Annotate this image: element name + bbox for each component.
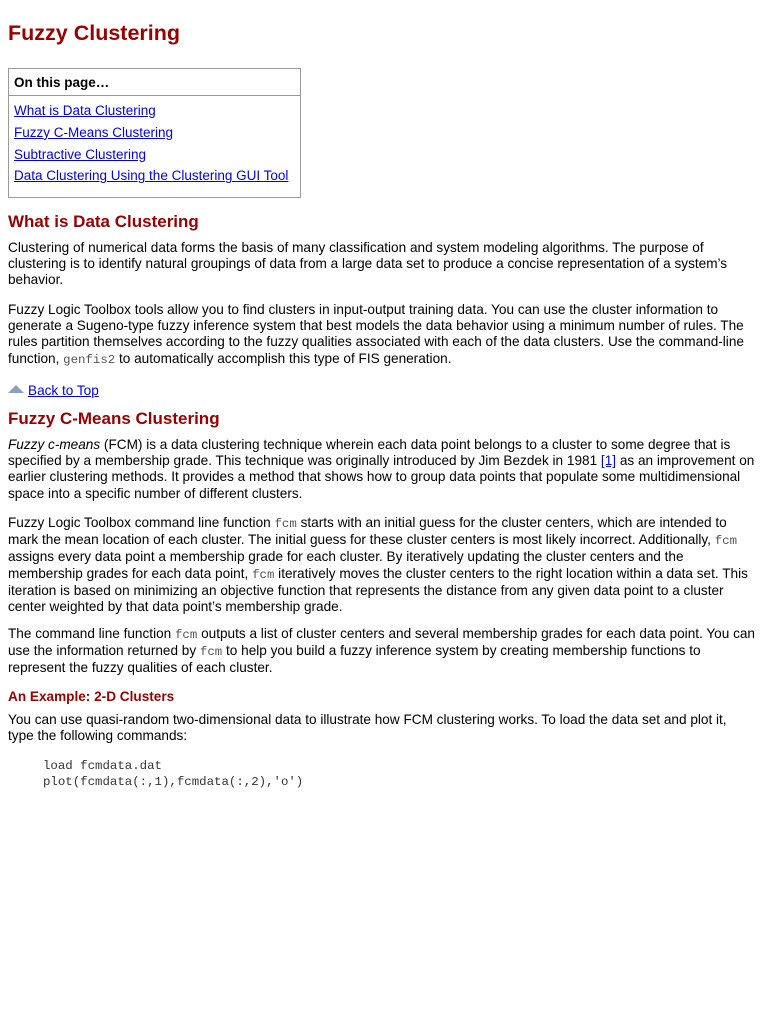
toc-link-clustering-gui-tool[interactable]: Data Clustering Using the Clustering GUI Tool xyxy=(14,168,289,184)
toc-item xyxy=(14,146,300,168)
paragraph-text: assigns every data point a membership grade for each cluster. By iteratively updating the cluster centers and the membership grades for each data point, xyxy=(8,549,684,581)
paragraph-text: as an improvement on earlier clustering methods. It provides a method that shows how to group data points that populate some multidimensional space into a specific number of different clusters. xyxy=(8,453,755,501)
paragraph xyxy=(8,240,756,289)
paragraph xyxy=(8,515,756,615)
inline-code-fcm: fcm xyxy=(714,534,738,549)
toc-item xyxy=(14,124,300,146)
paragraph-text: to automatically accomplish this type of FIS generation. xyxy=(115,350,452,366)
paragraph-text: starts with an initial guess for the cluster centers, which are intended to mark the mean location of each cluster. The initial guess for these cluster centers is most likely incorrect. Additionally, xyxy=(8,515,727,548)
paragraph xyxy=(8,302,756,368)
toc-item xyxy=(14,167,300,189)
section-heading-what-is-data-clustering: What is Data Clustering xyxy=(8,212,199,231)
paragraph-text: You can use quasi-random two-dimensional data to illustrate how FCM clustering works. To load the data set and plot it, type the following commands: xyxy=(8,712,727,744)
paragraph xyxy=(8,712,756,744)
paragraph-text: The command line function xyxy=(8,626,175,641)
paragraph xyxy=(8,626,756,677)
inline-code-fcm: fcm xyxy=(252,567,275,582)
paragraph-text: to help you build a fuzzy inference system by creating membership functions to represent the fuzzy qualities of each cluster. xyxy=(8,643,701,676)
paragraph-text: iteratively moves the cluster centers to the right location within a data set. This iteration is based on minimizing an objective function that represents the distance from any given data point to a cluster center weighted by that data point’s membership grade. xyxy=(8,565,748,615)
section-heading-fuzzy-c-means: Fuzzy C-Means Clustering xyxy=(8,409,220,428)
inline-code-fcm: fcm xyxy=(274,517,297,531)
inline-code-fcm: fcm xyxy=(175,628,198,642)
page-title: Fuzzy Clustering xyxy=(8,21,181,45)
back-to-top xyxy=(8,382,99,400)
toc-item xyxy=(14,102,300,124)
reference-link-1[interactable]: [1] xyxy=(600,453,617,469)
back-to-top-link[interactable]: Back to Top xyxy=(28,383,99,398)
inline-code-fcm: fcm xyxy=(199,645,223,660)
code-block: load fcmdata.dat plot(fcmdata(:,1),fcmdata(:,2),'o') xyxy=(43,759,304,789)
inline-code-genfis2: genfis2 xyxy=(63,352,116,367)
toc-link-subtractive-clustering[interactable]: Subtractive Clustering xyxy=(14,146,147,162)
on-this-page-box xyxy=(8,68,301,198)
subsection-heading-2d-clusters: An Example: 2-D Clusters xyxy=(8,689,175,704)
emphasis-term: Fuzzy c-means xyxy=(8,437,101,452)
toc-link-fuzzy-c-means[interactable]: Fuzzy C-Means Clustering xyxy=(14,124,174,140)
paragraph-text: Fuzzy Logic Toolbox command line function xyxy=(8,515,275,530)
paragraph-text: (FCM) is a data clustering technique wherein each data point belongs to a cluster to some degree that is specified by a membership grade. This technique was originally introduced by Jim Bezdek in 1981 xyxy=(8,437,731,469)
up-arrow-icon xyxy=(8,385,24,393)
toc-list xyxy=(9,96,300,189)
paragraph xyxy=(8,437,756,502)
paragraph-text: Clustering of numerical data forms the basis of many classification and system modeling algorithms. The purpose of clustering is to identify natural groupings of data from a large data set to produce a concise representation of a system’s behavior. xyxy=(8,240,728,288)
toc-heading: On this page… xyxy=(9,69,300,96)
paragraph-text: outputs a list of cluster centers and several membership grades for each data point. You can use the information returned by xyxy=(8,626,755,659)
toc-link-what-is-data-clustering[interactable]: What is Data Clustering xyxy=(14,103,156,118)
paragraph-text: Fuzzy Logic Toolbox tools allow you to find clusters in input-output training data. You can use the cluster information to generate a Sugeno-type fuzzy inference system that best models the data behavior using a minimum number of rules. The rules partition themselves according to the fuzzy qualities associated with each of the data clusters. Use the command-line function, xyxy=(8,302,744,366)
